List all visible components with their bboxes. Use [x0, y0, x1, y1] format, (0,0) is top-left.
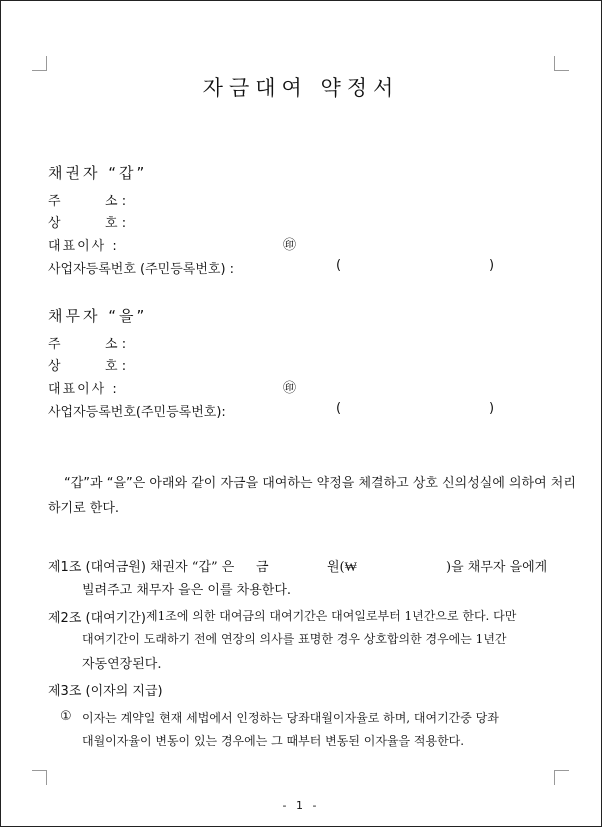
article-1-line-1b: 금: [256, 560, 269, 575]
crop-mark-top-left: [32, 56, 47, 71]
creditor-representative-label: 대표이사 :: [48, 239, 119, 254]
debtor-address-label-b: 소 :: [105, 337, 127, 352]
debtor-address-label-a: 주: [48, 337, 61, 352]
debtor-regno-paren-open: (: [336, 401, 342, 416]
page-number: - 1 -: [282, 799, 320, 812]
article-3-item-marker: ①: [60, 709, 72, 724]
creditor-regno-label: 사업자등록번호 (주민등록번호) :: [48, 262, 235, 277]
creditor-address-label-b: 소 :: [105, 194, 127, 209]
crop-mark-top-right: [554, 56, 569, 71]
creditor-regno-paren-open: (: [336, 258, 342, 273]
debtor-company-label-b: 호 :: [105, 359, 127, 374]
debtor-regno-label: 사업자등록번호(주민등록번호):: [48, 405, 226, 420]
intro-line-1: “갑”과 “을”은 아래와 같이 자금을 대여하는 약정을 체결하고 상호 신의성실에 의하여 처리: [64, 476, 576, 491]
debtor-representative-label: 대표이사 :: [48, 382, 119, 397]
creditor-regno-paren-close: ): [489, 258, 495, 273]
article-3-heading: 제3조 (이자의 지급): [48, 684, 163, 699]
article-3-line-2: 대월이자율이 변동이 있는 경우에는 그 때부터 변동된 이자율을 적용한다.: [82, 734, 465, 748]
article-2-line-2: 대여기간이 도래하기 전에 연장의 의사를 표명한 경우 상호합의한 경우에는 1년간: [82, 632, 507, 646]
debtor-company-label-a: 상: [48, 359, 61, 374]
article-1-heading: 제1조 (대여금원): [48, 560, 146, 575]
article-3-line-1: 이자는 계약일 현재 세법에서 인정하는 당좌대월이자율로 하며, 대여기간중 당좌: [82, 711, 499, 725]
debtor-heading: 채무자 “을”: [48, 307, 148, 325]
article-1-line-1c: 원(₩: [327, 560, 357, 575]
article-2-line-3: 자동연장된다.: [82, 657, 162, 672]
article-1-line-1d: )을 채무자 을에게: [446, 560, 548, 575]
creditor-seal-mark: ㊞: [283, 238, 297, 253]
debtor-seal-mark: ㊞: [283, 381, 297, 396]
crop-mark-bottom-right: [554, 770, 569, 785]
article-2-heading: 제2조 (대여기간): [48, 611, 146, 626]
creditor-company-label-b: 호 :: [105, 216, 127, 231]
creditor-heading: 채권자 “갑”: [48, 164, 148, 182]
document-title: 자금대여 약정서: [202, 76, 400, 100]
creditor-address-label-a: 주: [48, 194, 61, 209]
creditor-company-label-a: 상: [48, 216, 61, 231]
article-1-line-2: 빌려주고 채무자 을은 이를 차용한다.: [82, 583, 292, 598]
debtor-regno-paren-close: ): [489, 401, 495, 416]
intro-line-2: 하기로 한다.: [48, 501, 120, 516]
article-1-line-1a: 채권자 “갑” 은: [150, 560, 235, 575]
crop-mark-bottom-left: [32, 770, 47, 785]
article-2-line-1: 제1조에 의한 대여금의 대여기간은 대여일로부터 1년간으로 한다. 다만: [146, 609, 517, 623]
